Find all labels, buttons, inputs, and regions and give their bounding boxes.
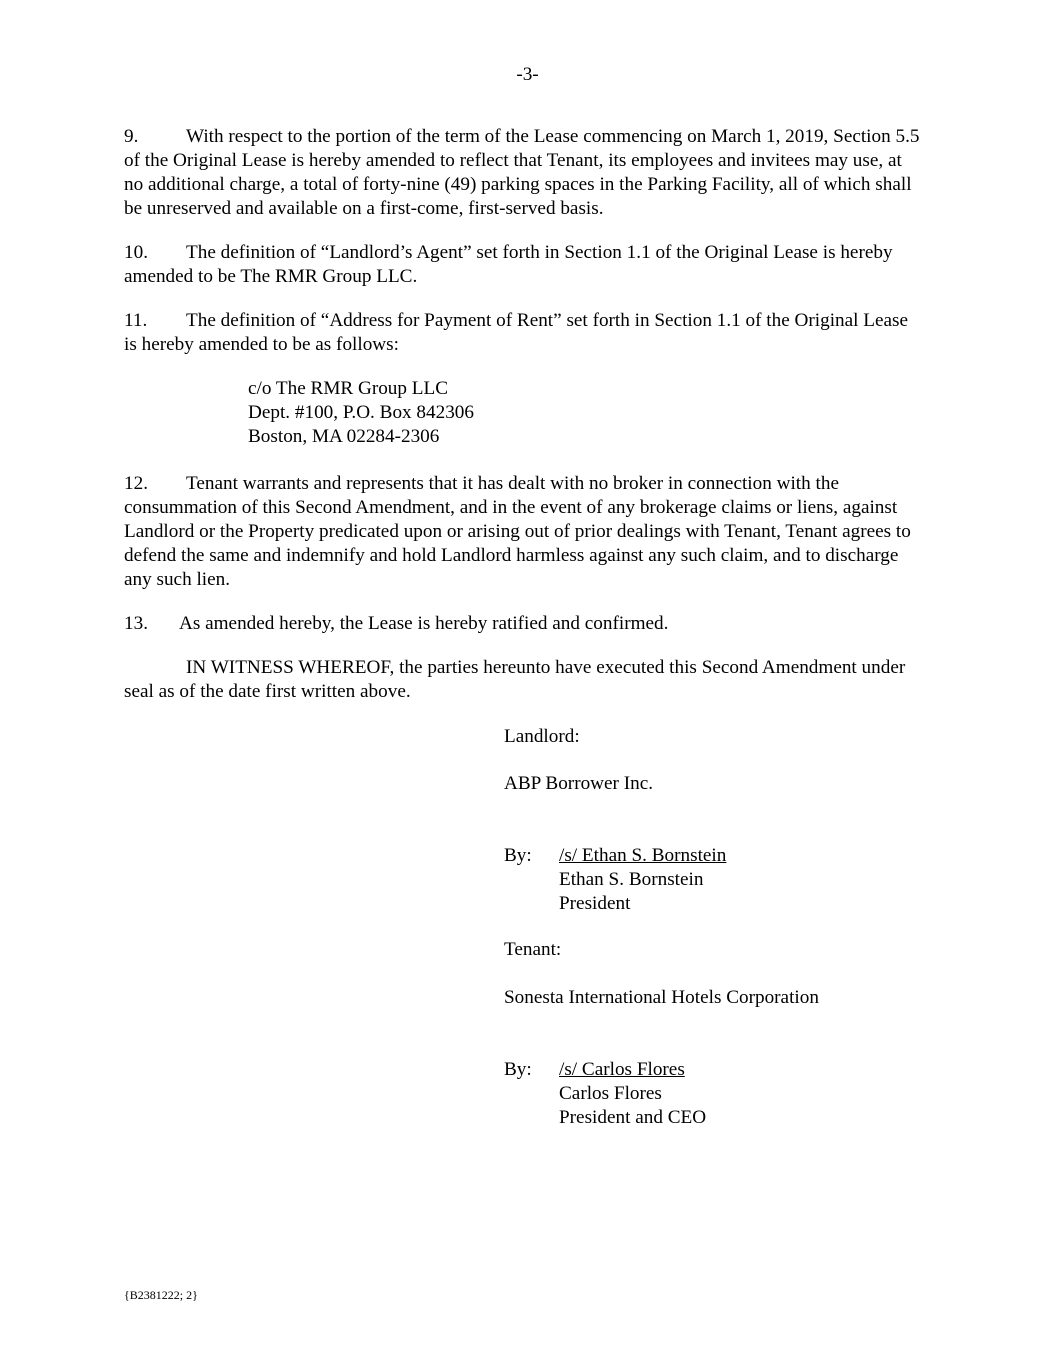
tenant-signature-block — [559, 1058, 706, 1130]
document-code: {B2381222; 2} — [124, 1288, 198, 1302]
paragraph-text: The definition of “Address for Payment of Rent” set forth in Section 1.1 of the Original Lease is hereby amended to be as follows: — [124, 310, 909, 355]
address-line: Dept. #100, P.O. Box 842306 — [248, 402, 474, 423]
paragraph-number: 10. — [124, 242, 148, 263]
paragraph-13 — [124, 612, 924, 636]
payment-address — [248, 377, 474, 449]
landlord-signature-block — [559, 844, 726, 916]
address-line: c/o The RMR Group LLC — [248, 378, 449, 399]
tenant-label: Tenant: — [504, 939, 562, 960]
landlord-signer-title: President — [559, 893, 631, 914]
tenant-by-label: By: — [504, 1059, 532, 1080]
tenant-signature: /s/ Carlos Flores — [559, 1059, 685, 1080]
paragraph-text: As amended hereby, the Lease is hereby ratified and confirmed. — [179, 613, 669, 634]
page-number: -3- — [516, 64, 539, 85]
landlord-signature: /s/ Ethan S. Bornstein — [559, 845, 727, 866]
tenant-company: Sonesta International Hotels Corporation — [504, 987, 819, 1008]
paragraph-9 — [124, 125, 924, 221]
paragraph-11 — [124, 309, 924, 357]
landlord-by-label: By: — [504, 845, 532, 866]
witness-clause: IN WITNESS WHEREOF, the parties hereunto have executed this Second Amendment under seal as of the date first written above. — [124, 657, 906, 702]
tenant-signer-title: President and CEO — [559, 1107, 707, 1128]
paragraph-text: The definition of “Landlord’s Agent” set forth in Section 1.1 of the Original Lease is hereby amended to be The RMR Group LLC. — [124, 242, 893, 287]
paragraph-number: 11. — [124, 310, 148, 331]
paragraph-number: 12. — [124, 473, 148, 494]
paragraph-12 — [124, 472, 924, 592]
paragraph-number: 9. — [124, 126, 139, 147]
landlord-signer-name: Ethan S. Bornstein — [559, 869, 704, 890]
paragraph-10 — [124, 241, 924, 289]
landlord-label: Landlord: — [504, 726, 580, 747]
paragraph-text: With respect to the portion of the term of the Lease commencing on March 1, 2019, Section 5.5 of the Original Lease is hereby amended to reflect that Tenant, its employees and invitees may use, at no additional charge, a total of forty-nine (49) parking spaces in the Parking Facility, all of which shall be unreserved and available on a first-come, first-served basis. — [124, 126, 920, 219]
paragraph-text: Tenant warrants and represents that it has dealt with no broker in connection with the consummation of this Second Amendment, and in the event of any brokerage claims or liens, against Landlord or the Property predicated upon or arising out of prior dealings with Tenant, Tenant agrees to defend the same and indemnify and hold Landlord harmless against any such claim, and to discharge any such lien. — [124, 473, 911, 590]
address-line: Boston, MA 02284-2306 — [248, 426, 440, 447]
tenant-signer-name: Carlos Flores — [559, 1083, 662, 1104]
landlord-company: ABP Borrower Inc. — [504, 773, 654, 794]
paragraph-number: 13. — [124, 613, 148, 634]
